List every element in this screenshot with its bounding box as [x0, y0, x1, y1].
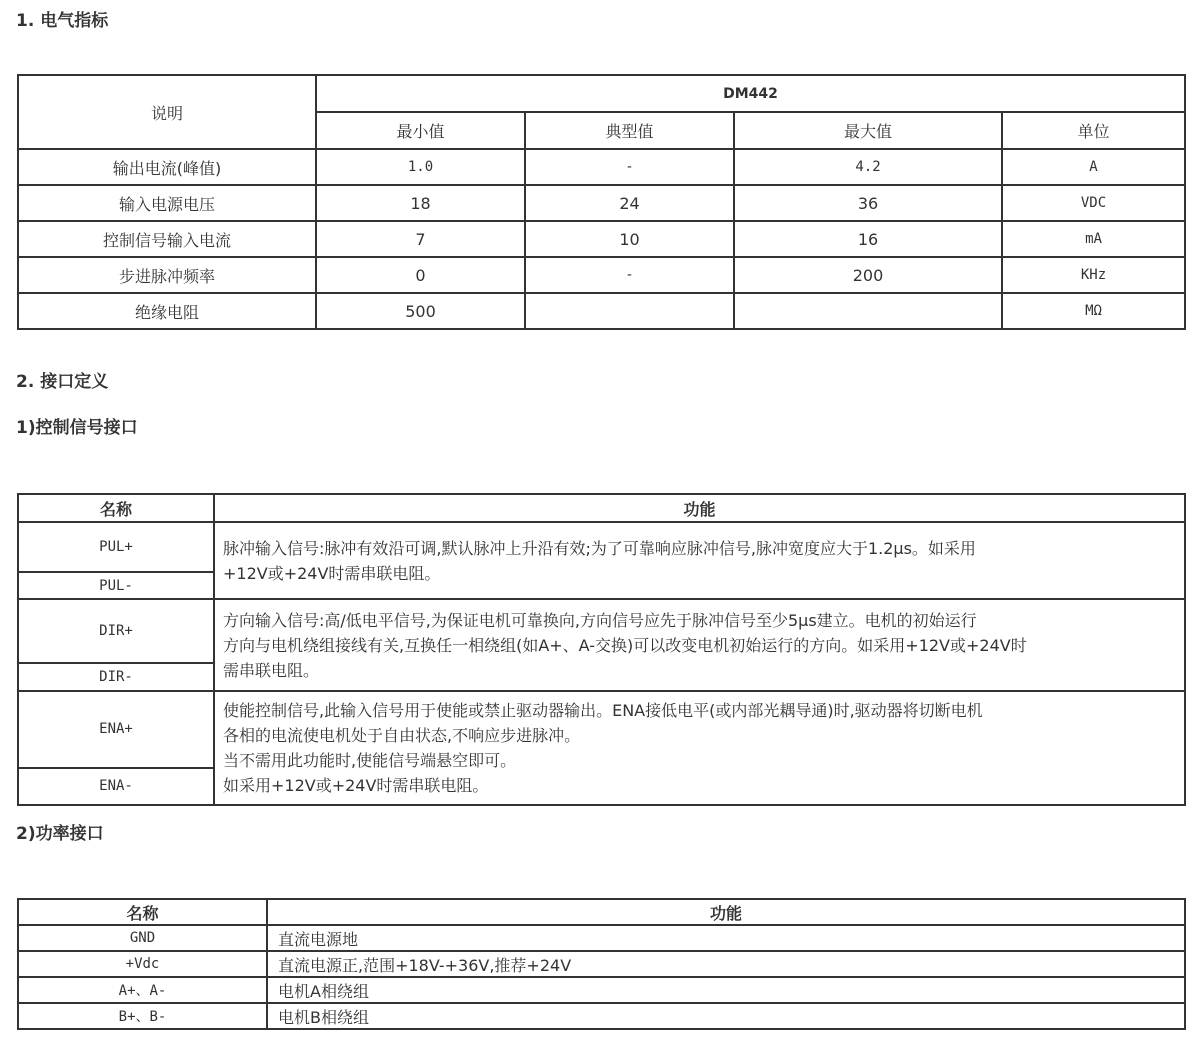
spec-row — [18, 149, 1185, 185]
spec-min: 0 — [316, 257, 525, 293]
col-unit: 单位 — [1002, 112, 1185, 149]
power-pin-name: +Vdc — [18, 951, 267, 977]
model-header: DM442 — [316, 75, 1185, 112]
function-line: 使能控制信号,此输入信号用于使能或禁止驱动器输出。ENA接低电平(或内部光耦导通)时,驱动器将切断电机 — [223, 701, 983, 720]
section-title-interface: 2. 接口定义 — [16, 372, 109, 392]
section-title-control: 1)控制信号接口 — [16, 418, 138, 438]
spec-header-row — [18, 75, 1185, 112]
spec-max: 36 — [734, 185, 1002, 221]
spec-unit: MΩ — [1002, 293, 1185, 329]
spec-row — [18, 221, 1185, 257]
spec-label: 控制信号输入电流 — [18, 221, 316, 257]
function-line: 如采用+12V或+24V时需串联电阻。 — [223, 776, 489, 795]
spec-min: 500 — [316, 293, 525, 329]
table-row — [18, 599, 1185, 663]
function-line: 当不需用此功能时,使能信号端悬空即可。 — [223, 751, 517, 770]
function-line: 需串联电阻。 — [223, 660, 320, 680]
function-line: 方向输入信号:高/低电平信号,为保证电机可靠换向,方向信号应先于脉冲信号至少5μs建立。电机的初始运行 — [223, 610, 977, 630]
spec-unit: VDC — [1002, 185, 1185, 221]
table-row — [18, 691, 1185, 768]
spec-typ: 24 — [525, 185, 734, 221]
power-pin-function: 电机A相绕组 — [267, 977, 1185, 1003]
col-typ: 典型值 — [525, 112, 734, 149]
spec-max: 200 — [734, 257, 1002, 293]
control-col-func: 功能 — [214, 494, 1185, 522]
table-row — [18, 522, 1185, 572]
spec-typ — [525, 293, 734, 329]
power-pin-name: B+、B- — [18, 1003, 267, 1029]
power-interface-table — [17, 898, 1186, 1030]
spec-max: 4.2 — [734, 149, 1002, 185]
table-row — [18, 977, 1185, 1003]
spec-unit: mA — [1002, 221, 1185, 257]
power-pin-name: A+、A- — [18, 977, 267, 1003]
spec-label: 输出电流(峰值) — [18, 149, 316, 185]
spec-label: 步进脉冲频率 — [18, 257, 316, 293]
spec-typ: - — [525, 257, 734, 293]
desc-header: 说明 — [18, 75, 316, 149]
function-line: 脉冲输入信号:脉冲有效沿可调,默认脉冲上升沿有效;为了可靠响应脉冲信号,脉冲宽度应大于1.2μs。如采用 — [223, 538, 976, 558]
col-min: 最小值 — [316, 112, 525, 149]
power-pin-function: 直流电源正,范围+18V-+36V,推荐+24V — [267, 951, 1185, 977]
control-signal-table — [17, 493, 1186, 806]
table-row — [18, 925, 1185, 951]
pin-name: ENA- — [18, 768, 214, 805]
spec-min: 7 — [316, 221, 525, 257]
spec-row — [18, 293, 1185, 329]
table-row — [18, 951, 1185, 977]
section-title-electrical: 1. 电气指标 — [16, 11, 109, 31]
function-line: +12V或+24V时需串联电阻。 — [223, 563, 441, 583]
spec-max — [734, 293, 1002, 329]
spec-typ: 10 — [525, 221, 734, 257]
control-col-name: 名称 — [18, 494, 214, 522]
pin-name: DIR- — [18, 663, 214, 691]
power-pin-name: GND — [18, 925, 267, 951]
table-row — [18, 1003, 1185, 1029]
electrical-spec-table — [17, 74, 1186, 330]
spec-row — [18, 257, 1185, 293]
spec-label: 绝缘电阻 — [18, 293, 316, 329]
power-pin-function: 电机B相绕组 — [267, 1003, 1185, 1029]
spec-typ: - — [525, 149, 734, 185]
pin-name: DIR+ — [18, 599, 214, 663]
spec-unit: A — [1002, 149, 1185, 185]
power-pin-function: 直流电源地 — [267, 925, 1185, 951]
power-col-name: 名称 — [18, 899, 267, 925]
control-header-row — [18, 494, 1185, 522]
power-header-row — [18, 899, 1185, 925]
pin-function — [214, 691, 1185, 805]
pin-function — [214, 599, 1185, 691]
pin-name: PUL+ — [18, 522, 214, 572]
section-title-power: 2)功率接口 — [16, 824, 104, 844]
pin-name: ENA+ — [18, 691, 214, 768]
spec-unit: KHz — [1002, 257, 1185, 293]
function-line: 各相的电流使电机处于自由状态,不响应步进脉冲。 — [223, 726, 581, 745]
spec-min: 18 — [316, 185, 525, 221]
power-col-func: 功能 — [267, 899, 1185, 925]
spec-label: 输入电源电压 — [18, 185, 316, 221]
pin-name: PUL- — [18, 572, 214, 599]
spec-row — [18, 185, 1185, 221]
pin-function — [214, 522, 1185, 599]
spec-min: 1.0 — [316, 149, 525, 185]
function-line: 方向与电机绕组接线有关,互换任一相绕组(如A+、A-交换)可以改变电机初始运行的方向。如采用+12V或+24V时 — [223, 635, 1027, 655]
spec-max: 16 — [734, 221, 1002, 257]
col-max: 最大值 — [734, 112, 1002, 149]
